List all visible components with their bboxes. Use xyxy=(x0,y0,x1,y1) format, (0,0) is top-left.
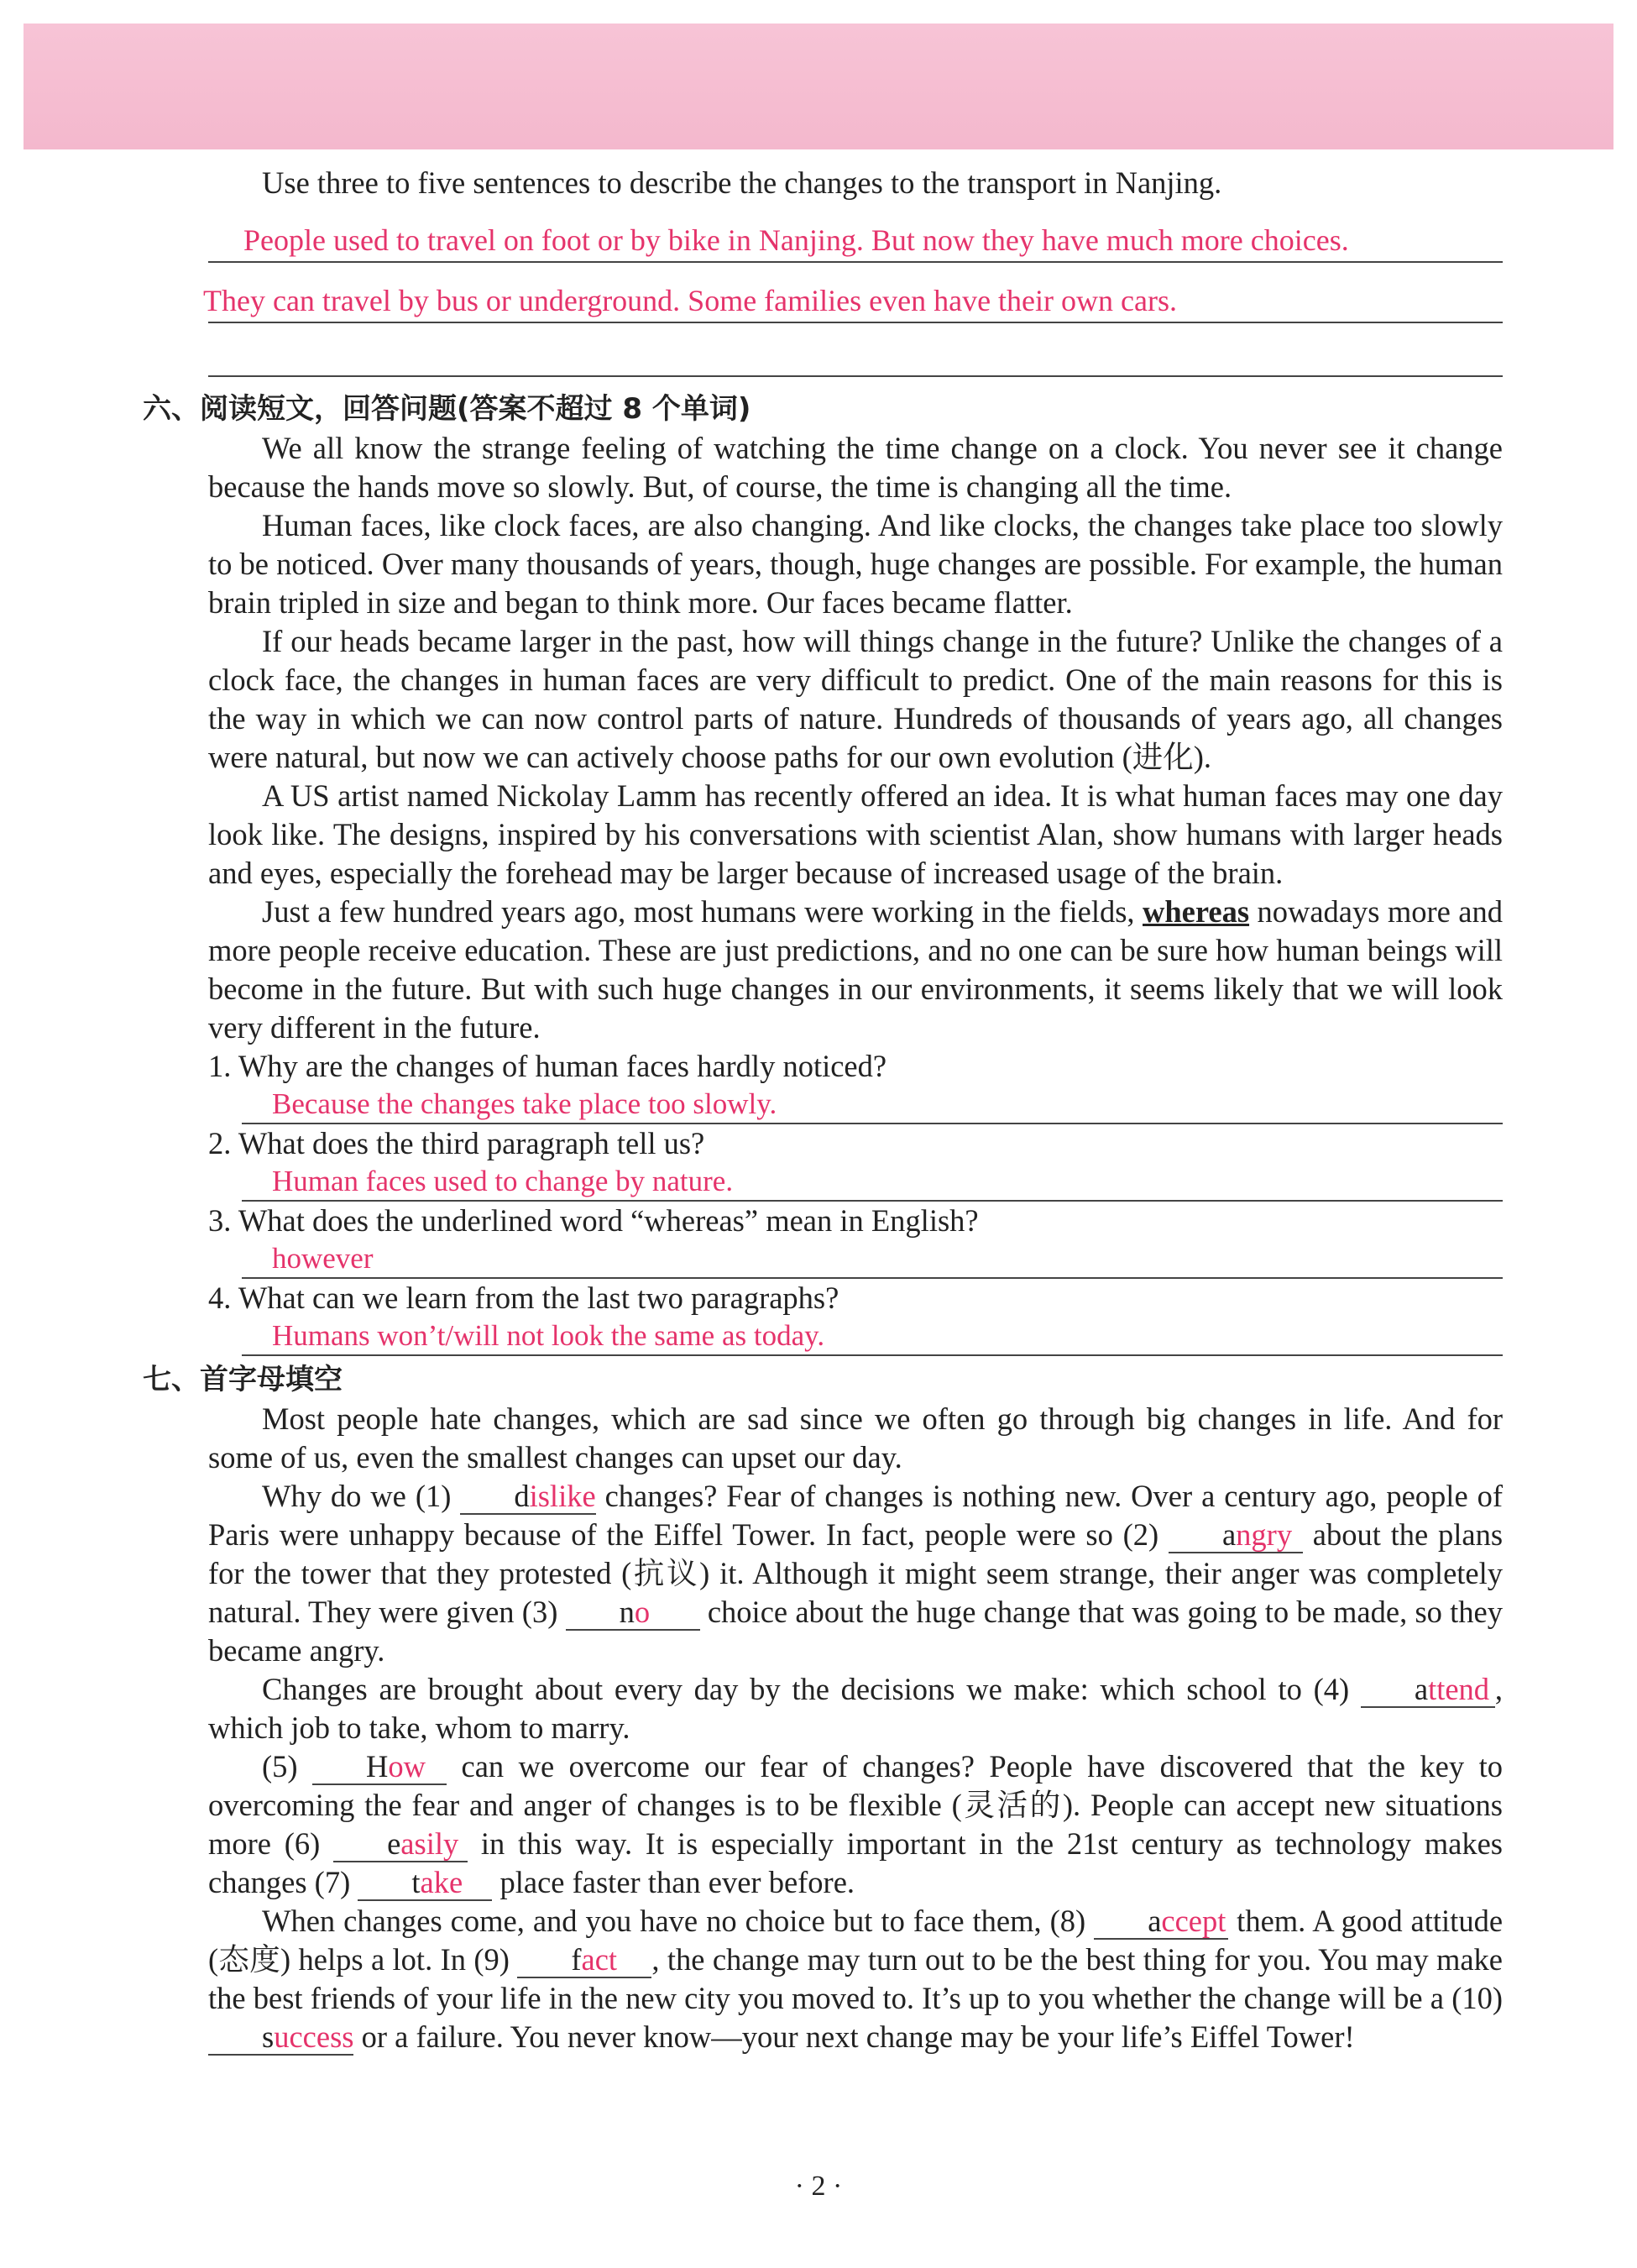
blank-2[interactable] xyxy=(1169,1518,1303,1553)
blank-6-initial: e xyxy=(387,1826,401,1861)
question-4: 4. What can we learn from the last two paragraphs? xyxy=(208,1281,839,1315)
cloze-paragraph-2 xyxy=(208,1477,1503,1670)
text-segment: When changes come, and you have no choice but to face them, (8) xyxy=(262,1904,1086,1938)
text-segment: Changes are brought about every day by the decisions we make: which school to (4) xyxy=(262,1672,1350,1706)
writing-prompt: Use three to five sentences to describe the changes to the transport in Nanjing. xyxy=(262,165,1222,200)
reading-paragraph-5 xyxy=(208,893,1503,1047)
blank-4[interactable] xyxy=(1361,1673,1495,1708)
blank-9-answer: act xyxy=(581,1942,618,1977)
blank-8[interactable] xyxy=(1094,1904,1228,1940)
text-segment: changes? Fear of changes is nothing new. Over a century ago, people of Paris were unhappy because of the Eiffel Tower. In fact, people were so (2) xyxy=(208,1479,1503,1552)
blank-1-answer: islike xyxy=(529,1479,596,1513)
blank-1-initial: d xyxy=(514,1479,530,1513)
reading-paragraph-2: Human faces, like clock faces, are also changing. And like clocks, the changes take place too slowly to be noticed. Over many thousands of years, though, huge changes are possible. For example, the human brain tripled in size and began to think more. Our faces became flatter. xyxy=(208,508,1503,620)
text-segment: (5) xyxy=(262,1749,298,1783)
text-segment: , the change may turn out to be the best thing for you. You may make the best friends of your life in the new city you moved to. It’s up to you whether the change will be a (10) xyxy=(208,1942,1503,2015)
blank-8-answer: ccept xyxy=(1161,1904,1226,1938)
answer-line-2 xyxy=(203,263,1503,323)
text-segment: choice about the huge change that was going to be made, so they became angry. xyxy=(208,1595,1503,1668)
cloze-paragraph-1: Most people hate changes, which are sad since we often go through big changes in life. And for some of us, even the smallest changes can upset our day. xyxy=(208,1401,1503,1474)
blank-5-answer: ow xyxy=(388,1749,426,1783)
question-3: 3. What does the underlined word “whereas” mean in English? xyxy=(208,1203,979,1238)
blank-6[interactable] xyxy=(333,1827,468,1862)
blank-3-initial: n xyxy=(619,1595,635,1629)
answer-line-1 xyxy=(208,202,1503,263)
question-3-answer: however xyxy=(242,1240,1503,1279)
blank-8-initial: a xyxy=(1148,1904,1162,1938)
answer-text-1: People used to travel on foot or by bike in Nanjing. But now they have much more choices. xyxy=(243,223,1349,257)
section-6-title: 六、阅读短文，回答问题(答案不超过 8 个单词) xyxy=(143,392,751,426)
section-7-title: 七、首字母填空 xyxy=(143,1363,343,1396)
text-segment: Why do we (1) xyxy=(262,1479,452,1513)
blank-3-answer: o xyxy=(634,1595,651,1629)
cloze-paragraph-4 xyxy=(208,1747,1503,1902)
paragraph-5-start: Just a few hundred years ago, most humans were working in the fields, xyxy=(262,894,1135,929)
underlined-word: whereas xyxy=(1143,894,1250,929)
reading-paragraph-3: If our heads became larger in the past, how will things change in the future? Unlike the changes of a clock face, the changes in human faces are very difficult to predict. One of the main reasons for this is the way in which we can now control parts of nature. Hundreds of thousands of years ago, all changes were natural, but now we can actively choose paths for our own evolution (进化). xyxy=(208,624,1503,774)
text-segment: , which job to take, whom to marry. xyxy=(208,1672,1503,1745)
blank-10-initial: s xyxy=(262,2019,275,2054)
page-number: · 2 · xyxy=(794,2171,843,2202)
blank-7[interactable] xyxy=(358,1866,492,1901)
blank-4-answer: ttend xyxy=(1428,1672,1490,1706)
text-segment: in this way. It is especially important in the 21st century as technology makes changes (7) xyxy=(208,1826,1504,1899)
cloze-paragraph-3 xyxy=(208,1670,1503,1747)
text-segment: or a failure. You never know—your next change may be your life’s Eiffel Tower! xyxy=(361,2019,1355,2054)
blank-3[interactable] xyxy=(566,1595,700,1631)
answer-line-3 xyxy=(208,323,1503,377)
blank-9[interactable] xyxy=(517,1943,651,1978)
question-1-answer: Because the changes take place too slowly. xyxy=(242,1086,1503,1124)
reading-paragraph-4: A US artist named Nickolay Lamm has recently offered an idea. It is what human faces may one day look like. The designs, inspired by his conversations with scientist Alan, show humans with larger heads and eyes, especially the forehead may be larger because of increased usage of the brain. xyxy=(208,778,1503,890)
blank-5-initial: H xyxy=(366,1749,389,1783)
worksheet-page xyxy=(143,164,1504,2056)
reading-paragraph-1: We all know the strange feeling of watching the time change on a clock. You never see it change because the hands move so slowly. But, of course, the time is changing all the time. xyxy=(208,431,1503,504)
blank-5[interactable] xyxy=(312,1750,447,1785)
question-2-answer: Human faces used to change by nature. xyxy=(242,1163,1503,1202)
text-segment: them. A good attitude (态度) helps a lot. In (9) xyxy=(208,1904,1504,1977)
cloze-paragraph-5 xyxy=(208,1902,1503,2056)
question-4-answer: Humans won’t/will not look the same as today. xyxy=(242,1317,1503,1356)
blank-2-initial: a xyxy=(1221,1517,1237,1552)
question-1: 1. Why are the changes of human faces hardly noticed? xyxy=(208,1049,887,1083)
question-2: 2. What does the third paragraph tell us? xyxy=(208,1126,705,1160)
text-segment: about the plans for the tower that they protested (抗议) it. Although it might seem strange, their anger was completely natural. They were given (3) xyxy=(208,1517,1504,1629)
blank-10[interactable] xyxy=(208,2020,353,2056)
blank-7-answer: ake xyxy=(420,1865,463,1899)
blank-4-initial: a xyxy=(1414,1672,1429,1706)
text-segment: can we overcome our fear of changes? People have discovered that the key to overcoming the fear and anger of changes is to be flexible (灵活的). People can accept new situations more (6) xyxy=(208,1749,1503,1861)
blank-2-answer: ngry xyxy=(1236,1517,1293,1552)
blank-10-answer: uccess xyxy=(274,2019,354,2054)
text-segment: place faster than ever before. xyxy=(499,1865,855,1899)
answer-text-2: They can travel by bus or underground. Some families even have their own cars. xyxy=(203,284,1177,317)
blank-9-initial: f xyxy=(571,1942,582,1977)
blank-1[interactable] xyxy=(460,1480,595,1515)
blank-6-answer: asily xyxy=(400,1826,459,1861)
blank-7-initial: t xyxy=(411,1865,421,1899)
paragraph-5-end: nowadays more and more people receive education. These are just predictions, and no one can be sure how human beings will become in the future. But with such huge changes in our environments, it seems likely that we will look very different in the future. xyxy=(208,894,1504,1045)
header-band xyxy=(24,24,1613,149)
